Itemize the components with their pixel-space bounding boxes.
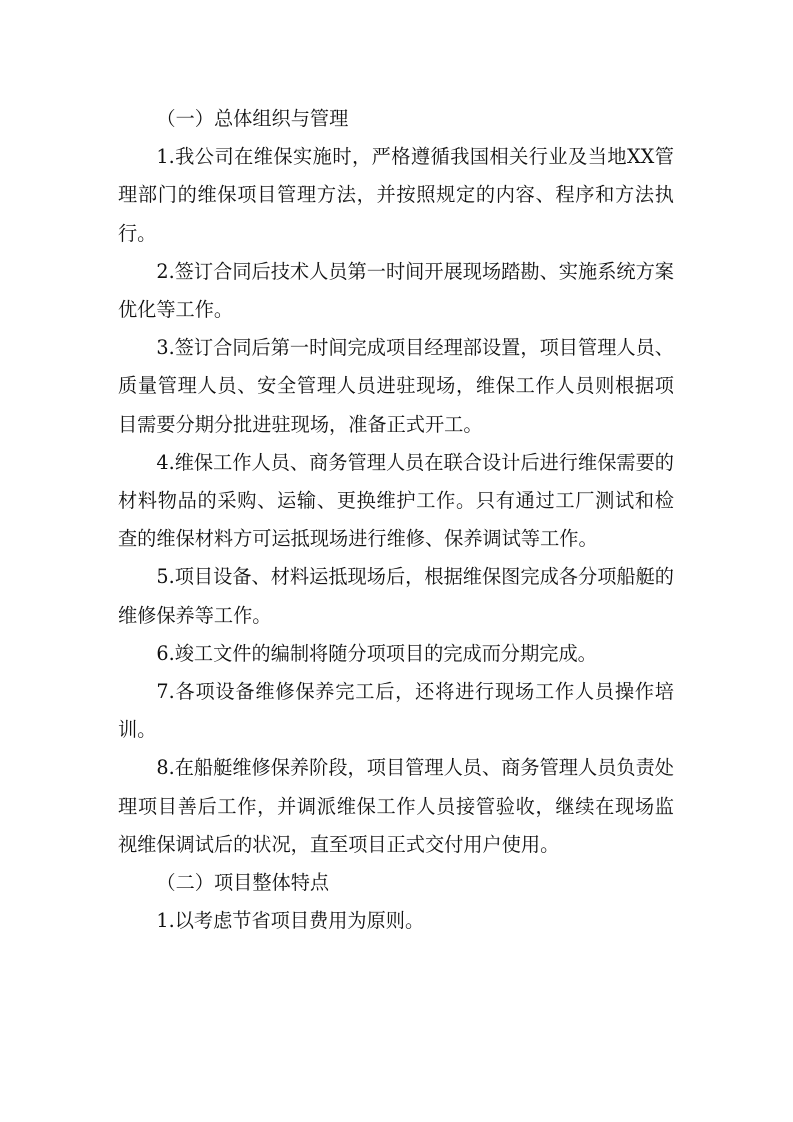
document-body xyxy=(118,100,674,940)
paragraph: 1.我公司在维保实施时，严格遵循我国相关行业及当地XX管理部门的维保项目管理方法，并按照规定的内容、程序和方法执行。 xyxy=(118,145,674,245)
paragraph: 5.项目设备、材料运抵现场后，根据维保图完成各分项船艇的维修保养等工作。 xyxy=(118,565,674,627)
paragraph: 8.在船艇维修保养阶段，项目管理人员、商务管理人员负责处理项目善后工作，并调派维保工作人员接管验收，继续在现场监视维保调试后的状况，直至项目正式交付用户使用。 xyxy=(118,756,674,856)
paragraph: 6.竣工文件的编制将随分项项目的完成而分期完成。 xyxy=(156,641,597,665)
paragraph: 2.签订合同后技术人员第一时间开展现场踏勘、实施系统方案优化等工作。 xyxy=(118,259,674,322)
section-heading: （二）项目整体特点 xyxy=(156,871,330,895)
paragraph: 3.签订合同后第一时间完成项目经理部设置，项目管理人员、质量管理人员、安全管理人员进驻现场，维保工作人员则根据项目需要分期分批进驻现场，准备正式开工。 xyxy=(118,336,674,436)
paragraph: 1.以考虑节省项目费用为原则。 xyxy=(156,909,425,933)
section-heading: （一）总体组织与管理 xyxy=(156,107,349,130)
paragraph: 7.各项设备维修保养完工后，还将进行现场工作人员操作培训。 xyxy=(118,680,674,742)
paragraph: 4.维保工作人员、商务管理人员在联合设计后进行维保需要的材料物品的采购、运输、更换维护工作。只有通过工厂测试和检查的维保材料方可运抵现场进行维修、保养调试等工作。 xyxy=(118,450,674,551)
